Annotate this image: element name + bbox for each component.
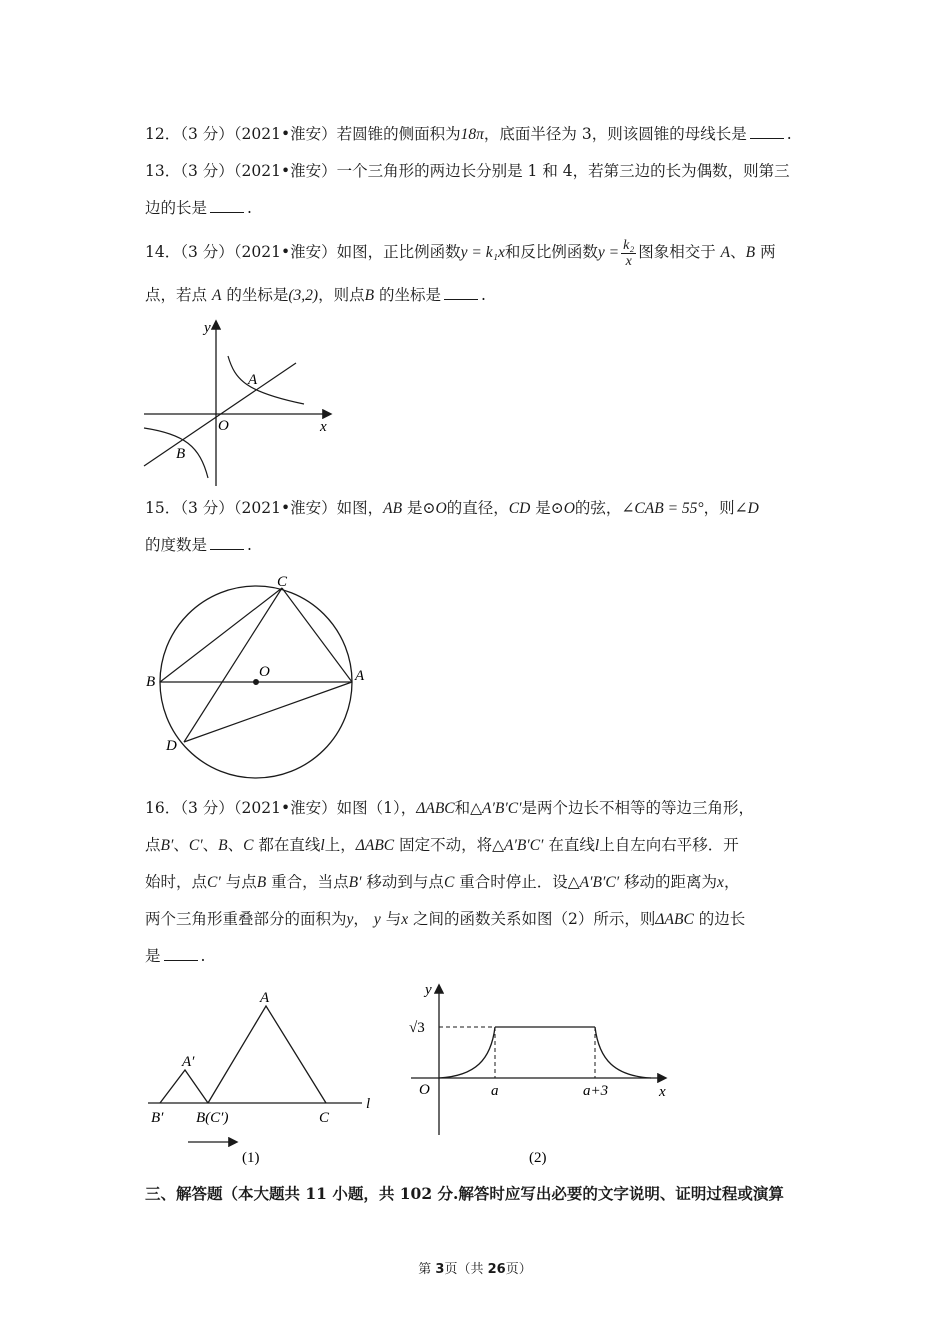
q15-label-c: C [277, 574, 288, 590]
q16f2-caption: (2) [529, 1150, 547, 1166]
q16-l4-x: x [401, 911, 409, 928]
q14-point-a: A [720, 244, 731, 261]
q16f1-label-l: l [366, 1096, 371, 1112]
q15-cd: CD [508, 500, 531, 517]
q14-text-2: 和反比例函数 [504, 243, 598, 261]
q16-meta: （3 分）（2021•淮安） [180, 799, 337, 817]
q15-label-d: D [166, 738, 177, 754]
q15-chord-ca [282, 588, 352, 682]
q15-answer-blank[interactable] [210, 535, 244, 550]
q12-answer-blank[interactable] [750, 124, 784, 139]
q16-l5-a: 是 [145, 947, 161, 965]
q16-l2-p3: B [218, 837, 228, 854]
q16-l3-tri: A′B′C′ [579, 874, 620, 891]
q14-line2 [145, 284, 486, 307]
q16-l1-b: 和△ [454, 799, 483, 817]
q14-l2-b: 的坐标是 [226, 286, 289, 304]
q16-l2-p4: C [243, 837, 254, 854]
q12-line [145, 123, 792, 146]
q14-label-a: A [248, 372, 258, 388]
q14-point-b: B [745, 244, 756, 261]
footer-pre: 第 [418, 1262, 436, 1277]
q14-end: . [481, 286, 486, 304]
q14-l2-d: 的坐标是 [379, 286, 442, 304]
q13-answer-blank[interactable] [210, 198, 244, 213]
q16f2-label-sqrt3: √3 [409, 1020, 425, 1036]
q16-l3-f: 移动的距离为 [624, 873, 718, 891]
q16f1-large-triangle [208, 1006, 326, 1103]
section-3-heading: 三、解答题（本大题共 11 小题，共 102 分.解答时应写出必要的文字说明、证明过程或演算 [145, 1184, 784, 1203]
q16-l2-l2: l [594, 837, 600, 854]
q16f2-label-origin: O [419, 1082, 430, 1098]
footer-total-pages: 26 [487, 1262, 506, 1277]
q15-text-1: 如图， [336, 499, 384, 517]
q16-l3-p1: C′ [207, 874, 221, 891]
q16-l3-p4: C [443, 874, 455, 891]
footer-post: 页） [505, 1262, 532, 1277]
q16-end: . [200, 947, 206, 965]
q16-l2-f: 上自左向右平移．开 [599, 836, 739, 854]
q12-text-a: 若圆锥的侧面积为 [336, 125, 461, 143]
q16-l2-l: l [320, 837, 325, 854]
q16-line1 [145, 797, 754, 820]
q16f1-small-triangle [160, 1070, 208, 1103]
q16-l2-p2: C′ [188, 837, 203, 854]
q16f2-label-a: a [491, 1083, 499, 1099]
q14-coordinate: (3,2) [288, 287, 319, 304]
q14-meta: （3 分）（2021•淮安） [180, 243, 337, 261]
q16-l2-d: 固定不动，将△ [399, 836, 504, 854]
q12-meta: （3 分）（2021•淮安） [180, 125, 337, 143]
q14-line1 [145, 234, 776, 270]
q15-chord-da [184, 682, 352, 742]
q14-hyperbola-right [228, 356, 304, 404]
q16-l3-d: 移动到与点 [366, 873, 444, 891]
q16-l3-p3: B′ [348, 874, 362, 891]
q12-number: 12． [145, 125, 181, 143]
q14-l2-point-b: B [364, 287, 375, 304]
q16-l1-a: 如图（1）， [336, 799, 417, 817]
q16-l3-c: 重合，当点 [271, 873, 349, 891]
q16-l2-s2: 、 [202, 836, 219, 854]
q14-sep: 、 [730, 243, 746, 261]
q16-figure-2 [405, 980, 680, 1166]
q15-text-6: ，则 [703, 499, 735, 517]
q16-line5 [145, 945, 205, 967]
q14-label-b: B [176, 446, 186, 462]
q14-l2-c: ，则点 [318, 286, 365, 304]
q16-l4-d: 之间的函数关系如图（2）所示，则 [413, 910, 656, 928]
q15-text-4: 是 [535, 499, 551, 517]
q14-fraction-numerator: k₂ [623, 237, 635, 253]
q16-l1-tri2: A′B′C′ [482, 800, 522, 817]
q16f2-label-a3: a+3 [583, 1083, 609, 1099]
q14-text-1: 如图，正比例函数 [336, 243, 461, 261]
q15-text-5: 的弦， [574, 499, 622, 517]
q12-text-b: ，底面半径为 3，则该圆锥的母线长是 [483, 125, 747, 143]
q13-end: . [247, 199, 252, 217]
q14-inverse-lhs: y = [597, 244, 620, 261]
q14-label-origin: O [218, 418, 229, 434]
page-footer [0, 1258, 950, 1277]
q14-text-3: 图象相交于 [638, 243, 716, 261]
q16-l2-p1: B′ [160, 837, 174, 854]
footer-mid: 页（共 [444, 1262, 488, 1277]
q15-circle-1: ⊙O [422, 500, 447, 517]
q15-label-o: O [259, 664, 270, 680]
q15-line2 [145, 534, 252, 556]
q14-answer-blank[interactable] [444, 285, 478, 300]
q16f2-label-x: x [659, 1084, 666, 1100]
q16f2-falling-curve [595, 1027, 651, 1078]
q16-l3-p2: B [256, 874, 267, 891]
q14-label-y: y [204, 320, 211, 336]
q16-l2-s3: 、 [227, 836, 244, 854]
q16f1-label-a: A [260, 990, 270, 1006]
q13-meta: （3 分）（2021•淮安） [180, 162, 337, 180]
q15-text-3: 的直径， [446, 499, 509, 517]
q16-l4-b: ， [353, 910, 369, 928]
q12-end: . [786, 125, 792, 143]
q16-l2-s1: 、 [173, 836, 189, 854]
q15-ab: AB [383, 500, 403, 517]
q14-fraction-denominator: x [625, 253, 632, 269]
q15-angle-d: ∠D [734, 500, 759, 517]
q16f1-label-b-prime: B′ [151, 1110, 164, 1126]
q13-line1 [145, 160, 790, 182]
q16-l4-y: y [346, 911, 354, 928]
q15-figure [140, 570, 380, 784]
q16-l3-b: 与点 [225, 873, 257, 891]
q15-end: . [247, 536, 252, 554]
q16f1-caption: (1) [242, 1150, 260, 1166]
q16f2-rising-curve [439, 1027, 495, 1078]
q15-l2-a: 的度数是 [145, 536, 208, 554]
q14-number: 14． [145, 243, 181, 261]
q14-text-4: 两 [760, 243, 776, 261]
q16-l2-a: 点 [145, 836, 161, 854]
q14-figure [140, 316, 340, 488]
q16-l4-tri: ΔABC [655, 911, 694, 928]
q16-figure-1 [140, 986, 390, 1166]
q16-l4-e: 的边长 [698, 910, 746, 928]
q16-l2-tri2: A′B′C′ [503, 837, 544, 854]
q13-text-1: 一个三角形的两边长分别是 1 和 4，若第三边的长为偶数，则第三 [336, 162, 790, 180]
q16-l2-b: 都在直线 [258, 836, 321, 854]
q16f1-label-c: C [319, 1110, 330, 1126]
q16f1-label-a-prime: A′ [182, 1054, 195, 1070]
q14-linear-function: y = k₁x [460, 244, 505, 261]
q16-l1-tri: ΔABC [416, 800, 455, 817]
q15-line1 [145, 497, 759, 520]
q16-l3-g: ， [723, 873, 740, 891]
q16-l3-x: x [717, 874, 724, 891]
q16-line2 [145, 834, 739, 857]
q15-angle: ∠CAB = 55° [621, 500, 704, 517]
q14-l2-point-a: A [211, 287, 222, 304]
q16-l1-c: 是两个边长不相等的等边三角形， [521, 799, 755, 817]
q16-l4-a: 两个三角形重叠部分的面积为 [145, 910, 347, 928]
q16f1-label-b-c-prime: B(C′) [196, 1110, 229, 1126]
q13-line2 [145, 197, 252, 219]
q13-number: 13． [145, 162, 181, 180]
q15-text-2: 是 [407, 499, 423, 517]
q15-meta: （3 分）（2021•淮安） [180, 499, 337, 517]
q14-l2-a: 点，若点 [145, 286, 208, 304]
q16f2-label-y: y [425, 982, 432, 998]
q16-l2-tri: ΔABC [355, 837, 395, 854]
footer-page-number: 3 [435, 1262, 445, 1277]
q16-l3-e: 重合时停止．设△ [459, 873, 580, 891]
q13-text-2: 边的长是 [145, 199, 208, 217]
q16-l4-y2: y [373, 911, 381, 928]
q14-inverse-fraction [621, 238, 636, 269]
q15-circle-2: ⊙O [550, 500, 575, 517]
q16-answer-blank[interactable] [164, 946, 198, 961]
q15-label-b: B [146, 674, 156, 690]
q15-label-a: A [355, 668, 365, 684]
q14-label-x: x [320, 419, 327, 435]
q12-expr: 18π [460, 126, 484, 143]
q16-l2-c: 上， [324, 836, 356, 854]
q16-line3 [145, 871, 739, 894]
q16-line4 [145, 908, 745, 931]
q16-number: 16． [145, 799, 181, 817]
q15-number: 15． [145, 499, 181, 517]
q16-l4-c: 与 [385, 910, 402, 928]
q16-l3-a: 始时，点 [145, 873, 208, 891]
q16-l2-e: 在直线 [548, 836, 595, 854]
